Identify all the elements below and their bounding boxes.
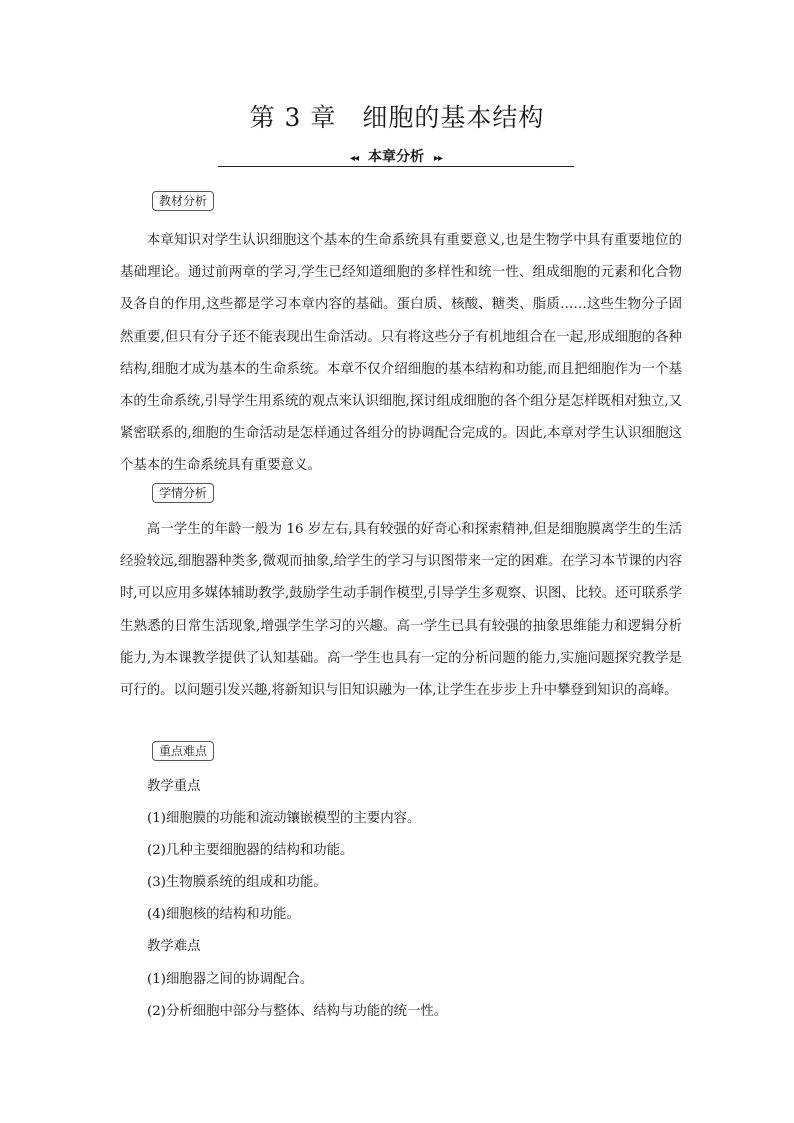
list-item: (4)细胞核的结构和功能。 [147,907,300,923]
list-item: (1)细胞膜的功能和流动镶嵌模型的主要内容。 [147,811,421,827]
chapter-title: 第 3 章 细胞的基本结构 [249,103,545,132]
chapter-analysis-label: 本章分析 [368,149,424,165]
list-item: (3)生物膜系统的组成和功能。 [147,875,327,891]
list-heading-teaching-difficulty: 教学难点 [147,939,201,955]
list-heading-teaching-focus: 教学重点 [147,779,201,794]
list-item: (1)细胞器之间的协调配合。 [147,971,314,987]
left-arrows-icon: ◂◂ [349,153,358,164]
chapter-analysis-header [218,146,574,167]
section-tag-key-difficulties: 重点难点 [152,741,214,761]
section-tag-textbook-analysis: 教材分析 [152,191,214,211]
right-arrows-icon: ▸▸ [434,153,443,164]
textbook-analysis-paragraph: 本章知识对学生认识细胞这个基本的生命系统具有重要意义,也是生物学中具有重要地位的基础理论。通过前两章的学习,学生已经知道细胞的多样性和统一性、组成细胞的元素和化合物及各自的作用,这些都是学习本章内容的基础。蛋白质、核酸、糖类、脂质……这些生物分子固然重要,但只有分子还不能表现出生命活动。只有将这些分子有机地组合在一起,形成细胞的各种结构,细胞才成为基本的生命系统。本章不仅介绍细胞的基本结构和功能,而且把细胞作为一个基本的生命系统,引导学生用系统的观点来认识细胞,探讨组成细胞的各个组分是怎样既相对独立,又紧密联系的,细胞的生命活动是怎样通过各组分的协调配合完成的。因此,本章对学生认识细胞这个基本的生命系统具有重要意义。 [120,233,682,474]
key-difficulties-list [147,771,687,1028]
list-item: (2)几种主要细胞器的结构和功能。 [147,843,354,859]
list-item: (2)分析细胞中部分与整体、结构与功能的统一性。 [147,1003,448,1019]
student-analysis-paragraph: 高一学生的年龄一般为 16 岁左右,具有较强的好奇心和探索精神,但是细胞膜离学生的生活经验较远,细胞器种类多,微观而抽象,给学生的学习与识图带来一定的困难。在学习本节课的内容时,可以应用多媒体辅助教学,鼓励学生动手制作模型,引导学生多观察、识图、比较。还可联系学生熟悉的日常生活现象,增强学生学习的兴趣。高一学生已具有较强的抽象思维能力和逻辑分析能力,为本课教学提供了认知基础。高一学生也具有一定的分析问题的能力,实施问题探究教学是可行的。以问题引发兴趣,将新知识与旧知识融为一体,让学生在步步上升中攀登到知识的高峰。 [120,522,682,699]
section-tag-student-analysis: 学情分析 [152,483,214,503]
